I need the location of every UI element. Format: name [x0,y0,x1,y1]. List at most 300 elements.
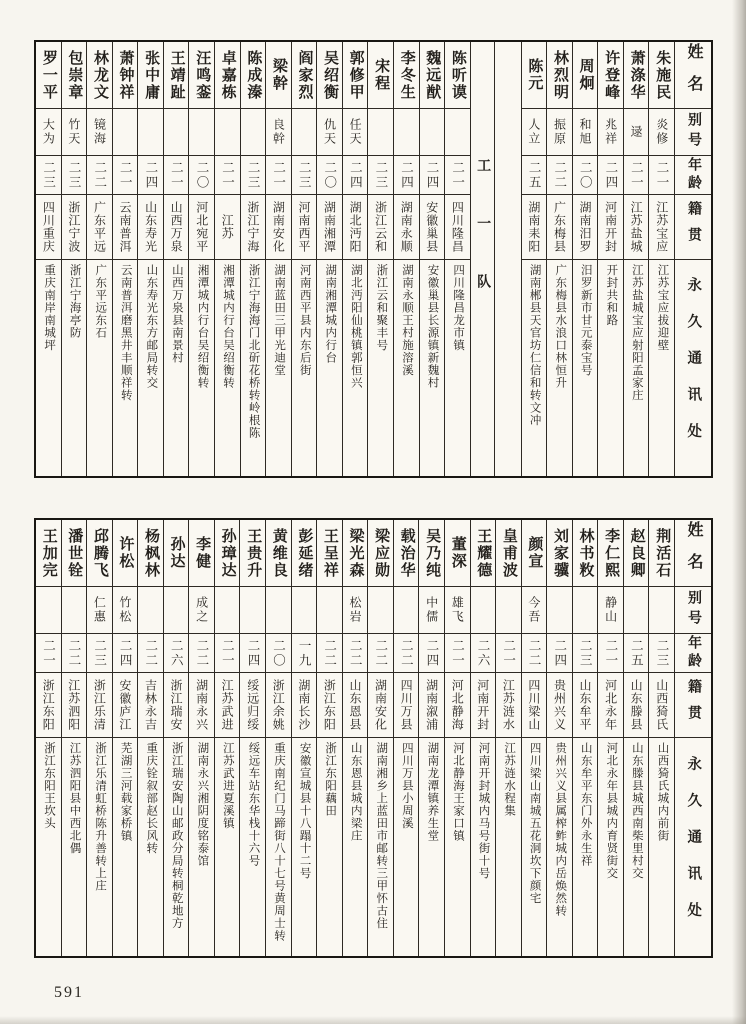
person-native-place: 湖南湘潭 [322,201,337,253]
person-address: 河北永年县城内育贤街交 [605,742,618,880]
person-name: 周炯 [577,58,594,92]
header-alias [675,586,711,633]
person-name-cell [215,520,240,586]
person-native-place: 四川重庆 [41,201,56,253]
person-name-cell [445,42,470,108]
entry-column [546,42,572,476]
header-native-label: 籍贯 [686,679,701,731]
person-address-cell [522,737,547,956]
entry-column [265,520,291,956]
person-age-cell [215,633,240,672]
person-native-place: 浙江东阳 [41,679,56,731]
person-alias: 仁惠 [92,596,107,624]
person-alias: 人立 [526,118,541,146]
person-name-cell [573,520,598,586]
person-age: 二四 [425,160,440,190]
unit-label-column [470,42,494,476]
person-age: 二〇 [271,638,286,668]
person-native-place: 四川梁山 [526,679,541,731]
person-native-place: 湖南汨罗 [578,201,593,253]
person-address-cell [522,259,547,476]
person-name: 王加完 [40,527,57,579]
person-name: 黄维良 [270,527,287,579]
person-name-cell [164,42,189,108]
header-address [675,259,711,476]
person-name-cell [624,42,649,108]
person-name-cell [445,520,470,586]
person-address-cell [113,737,138,956]
person-native-place-cell [598,194,623,259]
person-alias-cell [87,108,112,155]
person-native-place-cell [266,194,291,259]
person-native-place-cell [573,672,598,737]
header-age [675,633,711,672]
page-edge-shadow-bottom [0,1016,746,1024]
person-address: 浙江宁海亭防 [68,264,81,339]
entry-column [61,520,87,956]
person-address-cell [36,259,61,476]
person-age: 二一 [629,160,644,190]
person-alias: 镜海 [92,118,107,146]
person-name-cell [36,520,61,586]
person-name-cell [368,520,393,586]
person-address: 湖南湘潭城内行台 [324,264,337,364]
person-native-place: 广东平远 [92,201,107,253]
person-name-cell [598,42,623,108]
person-address: 湖南郴县天官坊仁信和转文冲 [528,264,541,427]
person-age-cell [62,155,87,194]
person-address-cell [164,737,189,956]
person-native-place-cell [522,672,547,737]
person-native-place-cell [164,672,189,737]
person-native-place-cell [113,672,138,737]
person-name: 皇甫波 [500,527,517,579]
person-name-cell [471,520,496,586]
person-age: 二四 [118,638,133,668]
person-name-cell [649,42,674,108]
person-alias: 兆祥 [603,118,618,146]
person-address: 湖南龙潭镇养生堂 [426,742,439,842]
person-age-cell [87,155,112,194]
entry-column [597,42,623,476]
person-native-place: 山西猗氏 [654,679,669,731]
person-age-cell [649,155,674,194]
person-name-cell [343,42,368,108]
person-alias-cell [471,586,496,633]
person-alias-cell [368,108,393,155]
person-address: 开封共和路 [605,264,618,327]
person-age-cell [419,633,444,672]
person-native-place: 河南西平 [296,201,311,253]
person-native-place-cell [522,194,547,259]
person-age-cell [522,633,547,672]
person-age-cell [343,155,368,194]
person-name: 萧涤华 [628,49,645,101]
person-native-place: 山东牟平 [578,679,593,731]
person-native-place: 云南普洱 [118,201,133,253]
person-name-cell [343,520,368,586]
person-name: 林龙文 [91,49,108,101]
person-native-place: 浙江宁波 [66,201,81,253]
person-native-place-cell [266,672,291,737]
person-native-place: 吉林永吉 [143,679,158,731]
person-age-cell [496,633,521,672]
person-address-cell [649,737,674,956]
entry-column [418,520,444,956]
person-native-place-cell [138,194,163,259]
person-native-place-cell [445,672,470,737]
person-age-cell [266,155,291,194]
person-alias: 良幹 [271,118,286,146]
person-address: 四川万县小周溪 [400,742,413,830]
entry-column [163,42,189,476]
person-alias-cell [87,586,112,633]
person-name: 李冬生 [398,49,415,101]
person-alias-cell [266,586,291,633]
person-native-place-cell [292,672,317,737]
entry-column [61,42,87,476]
person-age: 二二 [143,638,158,668]
person-age: 二〇 [322,160,337,190]
person-name: 郭修甲 [347,49,364,101]
person-name: 梁光森 [347,527,364,579]
person-age-cell [368,155,393,194]
person-address-cell [394,737,419,956]
person-age: 一九 [297,638,312,668]
person-native-place-cell [317,672,342,737]
person-age: 二四 [245,638,260,668]
person-native-place: 浙江余姚 [271,679,286,731]
person-address-cell [445,259,470,476]
person-alias-cell [547,586,572,633]
person-age-cell [394,633,419,672]
person-native-place-cell [189,194,214,259]
person-age: 二二 [399,638,414,668]
person-address: 湖南永兴湘阴度铭泰馆 [196,742,209,867]
entry-column [342,42,368,476]
person-address-cell [573,259,598,476]
person-address: 江苏盐城宝应射阳孟家庄 [630,264,643,402]
person-address-cell [547,737,572,956]
person-native-place: 湖南安化 [271,201,286,253]
person-age: 二四 [143,160,158,190]
entry-column [419,42,445,476]
person-address-cell [368,259,393,476]
person-alias: 大为 [41,118,56,146]
person-name: 潘世铨 [66,527,83,579]
person-address-cell [317,259,342,476]
person-address: 湖南蓝田三甲光迪堂 [273,264,286,377]
person-name: 吴乃纯 [424,527,441,579]
person-alias-cell [445,108,470,155]
person-native-place: 湖南永顺 [399,201,414,253]
person-age-cell [241,155,266,194]
entry-column [495,520,521,956]
person-name: 刘家骥 [551,527,568,579]
person-age-cell [292,633,317,672]
entry-column [444,520,470,956]
person-age: 二二 [348,638,363,668]
person-name-cell [215,42,240,108]
person-native-place-cell [649,672,674,737]
entry-column [36,520,61,956]
header-name [675,520,711,586]
person-alias: 和旭 [578,118,593,146]
person-native-place: 湖北沔阳 [348,201,363,253]
person-native-place: 河北宛平 [194,201,209,253]
person-native-place-cell [598,672,623,737]
person-alias-cell [547,108,572,155]
person-name-cell [394,42,419,108]
person-alias: 仇天 [322,118,337,146]
person-address: 山东寿光东方邮局转交 [145,264,158,389]
person-address: 山东牟平东门外永生祥 [579,742,592,867]
person-address-cell [189,737,214,956]
person-name: 孙璋达 [219,527,236,579]
person-name: 林书敉 [577,527,594,579]
person-name: 彭延绪 [296,527,313,579]
person-native-place-cell [164,194,189,259]
person-address: 浙江瑞安陶山邮政分局转桐乾地方 [170,742,183,930]
person-name-cell [649,520,674,586]
person-name-cell [113,520,138,586]
person-address-cell [420,259,445,476]
person-alias: 竹松 [117,596,132,624]
person-name: 梁应勋 [373,527,390,579]
person-address: 湖南湘乡上蓝田市邮转三甲怀古住 [375,742,388,930]
person-native-place: 河北静海 [450,679,465,731]
person-age: 二五 [527,160,542,190]
entry-column [648,520,674,956]
person-native-place: 湖南耒阳 [526,201,541,253]
person-name-cell [138,42,163,108]
person-age-cell [266,633,291,672]
roster-table-top [34,40,713,478]
person-native-place-cell [420,194,445,259]
person-native-place: 浙江乐清 [92,679,107,731]
person-name: 王呈祥 [321,527,338,579]
person-native-place-cell [547,194,572,259]
person-native-place: 江苏泗阳 [66,679,81,731]
person-alias: 成之 [194,596,209,624]
person-name: 杨枫林 [142,527,159,579]
person-native-place: 山东滕县 [629,679,644,731]
person-age-cell [624,633,649,672]
person-address: 汨罗新市甘元泰宝号 [579,264,592,377]
person-age-cell [343,633,368,672]
person-age: 二一 [220,160,235,190]
person-address-cell [138,259,163,476]
person-alias: 中儒 [424,596,439,624]
person-name: 梁幹 [270,58,287,92]
entry-column [36,42,61,476]
header-alias-label: 别号 [686,590,701,630]
person-age: 二三 [297,160,312,190]
person-age: 二〇 [578,160,593,190]
person-name: 卓嘉栋 [219,49,236,101]
person-address-cell [292,737,317,956]
person-native-place-cell [624,194,649,259]
person-name: 朱施民 [654,49,671,101]
person-name-cell [62,42,87,108]
person-native-place: 浙江宁海 [245,201,260,253]
person-address: 贵州兴义县属榨鲊城内岳焕然转 [554,742,567,917]
person-native-place-cell [394,672,419,737]
person-name-cell [87,520,112,586]
person-native-place: 山东恩县 [347,679,362,731]
header-alias-label: 别号 [686,112,701,152]
entry-column [572,520,598,956]
person-address-cell [394,259,419,476]
person-address-cell [496,737,521,956]
person-age: 二二 [67,638,82,668]
person-age-cell [292,155,317,194]
person-age: 二六 [476,638,491,668]
person-native-place-cell [241,194,266,259]
header-age [675,155,711,194]
person-address: 重庆南纪门马蹄街八十七号黄周士转 [273,742,286,942]
person-age: 二一 [450,638,465,668]
row-header-column [674,520,711,956]
entry-column [86,520,112,956]
person-address: 重庆铨叙部赵长风转 [145,742,158,855]
person-address-cell [598,259,623,476]
person-native-place: 浙江东阳 [322,679,337,731]
entry-column [623,520,649,956]
person-name: 陈成溱 [245,49,262,101]
entry-column [291,520,317,956]
entry-column [316,42,342,476]
person-native-place: 广东梅县 [552,201,567,253]
header-name-label: 姓名 [685,521,702,585]
person-name-cell [138,520,163,586]
person-age-cell [471,633,496,672]
person-name: 王耀德 [475,527,492,579]
person-address-cell [343,259,368,476]
person-address: 江苏涟水程集 [503,742,516,817]
person-address: 江苏宝应拔迎壁 [656,264,669,352]
person-address-cell [547,259,572,476]
header-name [675,42,711,108]
blank-column [494,42,521,476]
person-address-cell [241,259,266,476]
person-address-cell [87,259,112,476]
row-header-column [674,42,711,476]
person-native-place-cell [573,194,598,259]
person-age: 二一 [220,638,235,668]
person-native-place-cell [496,672,521,737]
person-native-place-cell [394,194,419,259]
person-name: 李健 [194,536,211,570]
person-address-cell [113,259,138,476]
person-name-cell [266,520,291,586]
person-age: 二二 [92,160,107,190]
person-address-cell [624,259,649,476]
person-name: 赵良卿 [628,527,645,579]
person-native-place: 山东寿光 [143,201,158,253]
person-age-cell [113,633,138,672]
person-alias-cell [164,108,189,155]
person-native-place-cell [36,672,61,737]
person-native-place-cell [292,194,317,259]
person-address: 四川隆昌龙市镇 [452,264,465,352]
person-address: 四川梁山南城五花洞坎下颜宅 [528,742,541,905]
person-alias-cell [598,586,623,633]
person-age-cell [36,633,61,672]
person-address: 广东平远东石 [94,264,107,339]
person-address: 湖南永顺王村施溶溪 [400,264,413,377]
person-address-cell [215,737,240,956]
person-native-place-cell [445,194,470,259]
person-native-place-cell [62,672,87,737]
person-address: 江苏泗阳县中西北偶 [68,742,81,855]
person-name: 林烈明 [551,49,568,101]
person-alias-cell [624,108,649,155]
person-name: 吴绍衡 [322,49,339,101]
person-native-place-cell [138,672,163,737]
person-alias-cell [420,108,445,155]
person-native-place: 安徽庐江 [117,679,132,731]
person-native-place-cell [62,194,87,259]
entry-column [214,42,240,476]
person-age-cell [62,633,87,672]
person-name-cell [522,42,547,108]
entry-column [214,520,240,956]
person-native-place-cell [215,194,240,259]
person-alias-cell [164,586,189,633]
person-name: 董深 [449,536,466,570]
person-alias-cell [522,108,547,155]
person-alias-cell [138,108,163,155]
person-native-place-cell [419,672,444,737]
entry-column [521,42,547,476]
person-address: 山东恩县城内梁庄 [349,742,362,842]
person-name: 陈元 [526,58,543,92]
header-native [675,194,711,259]
person-name-cell [241,42,266,108]
person-age: 二二 [194,638,209,668]
entry-column [623,42,649,476]
person-address-cell [138,737,163,956]
person-address: 山西猗氏城内前街 [656,742,669,842]
person-name-cell [189,42,214,108]
person-native-place-cell [87,194,112,259]
entry-column [648,42,674,476]
person-address: 山东滕县城西南柴里村交 [630,742,643,880]
person-alias-cell [317,108,342,155]
person-alias-cell [113,108,138,155]
person-native-place: 湖南安化 [373,679,388,731]
person-address: 绥远车站东华栈十六号 [247,742,260,867]
person-native-place-cell [343,194,368,259]
person-age-cell [113,155,138,194]
person-native-place-cell [343,672,368,737]
entry-column [316,520,342,956]
person-name-cell [419,520,444,586]
person-name-cell [420,42,445,108]
person-address-cell [445,737,470,956]
entry-column [470,520,496,956]
person-name: 颜宣 [526,536,543,570]
person-age: 二六 [169,638,184,668]
person-native-place: 河南开封 [475,679,490,731]
person-age-cell [445,633,470,672]
person-address-cell [215,259,240,476]
person-name-cell [164,520,189,586]
person-name-cell [113,42,138,108]
person-native-place-cell [36,194,61,259]
person-address-cell [471,737,496,956]
